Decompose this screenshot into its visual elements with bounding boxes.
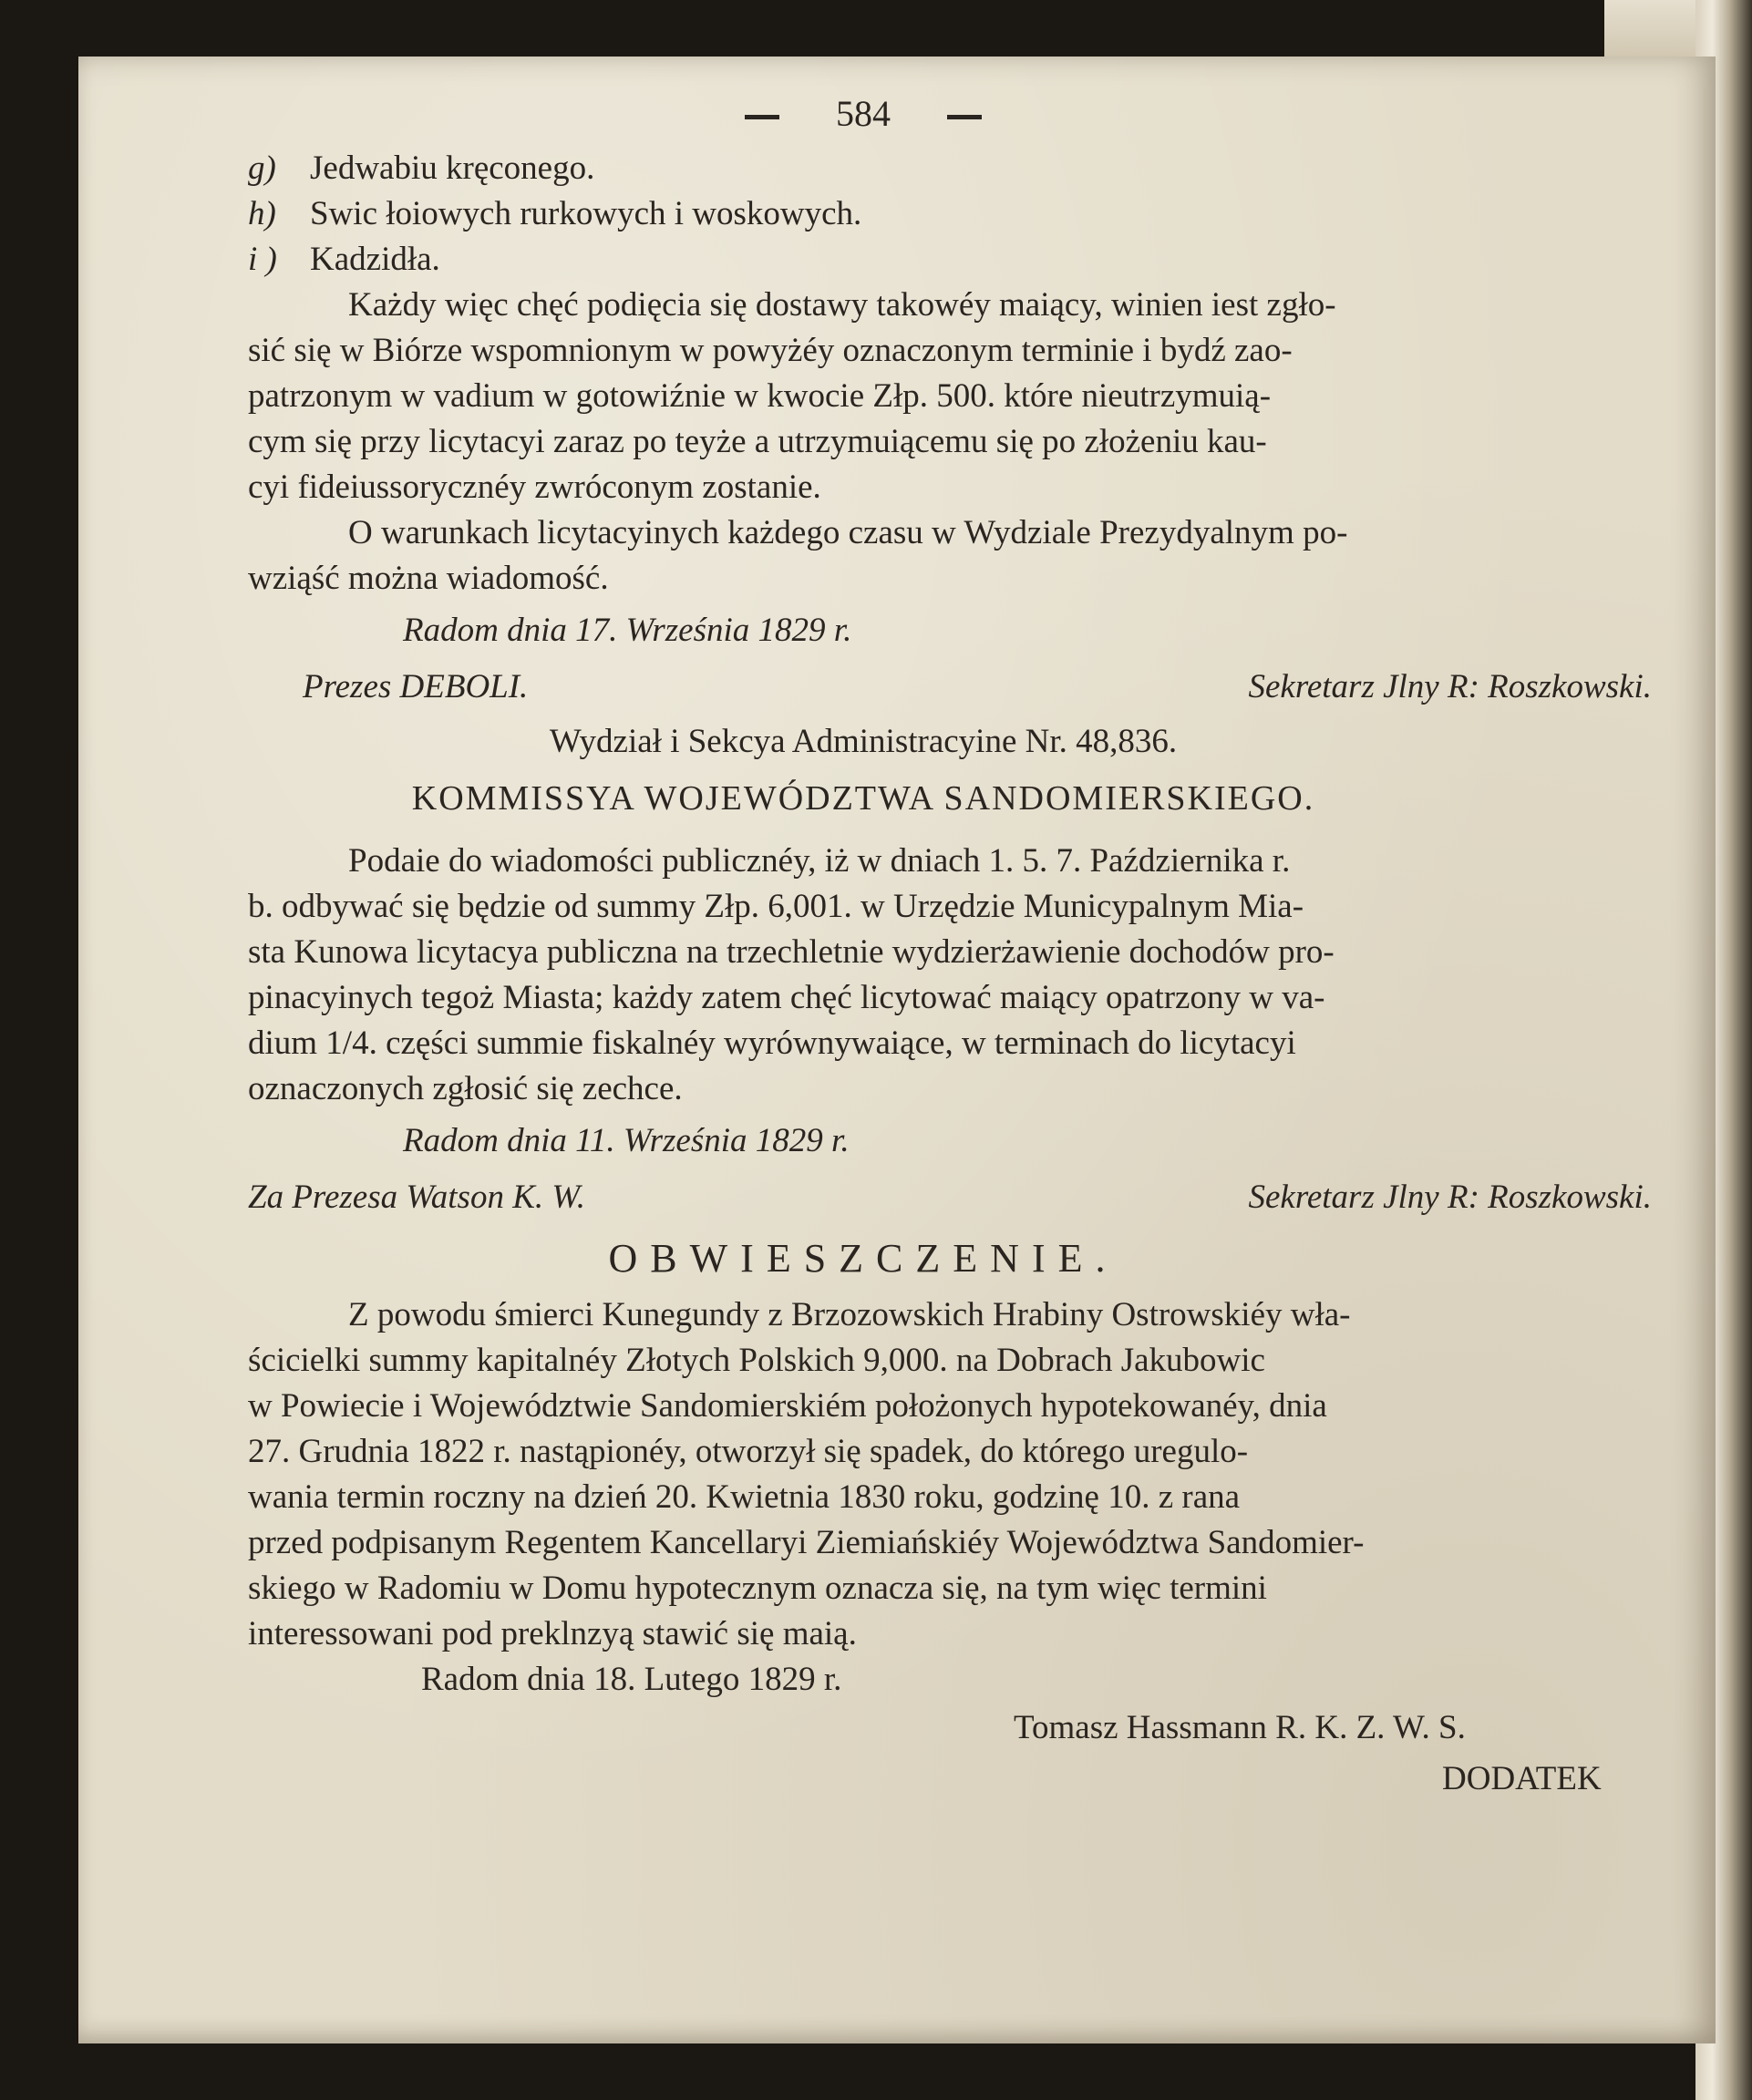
header-dash-left: [745, 115, 779, 119]
paragraph-line: 27. Grudnia 1822 r. nastąpionéy, otworzył się spadek, do którego uregulo-: [248, 1433, 1249, 1470]
paragraph-line: skiego w Radomiu w Domu hypotecznym oznacza się, na tym więc termini: [248, 1570, 1267, 1607]
paragraph-line: O warunkach licytacyinych każdego czasu w Wydziale Prezydyalnym po-: [348, 514, 1348, 551]
list-item-text: Kadzidła.: [310, 241, 440, 278]
paragraph-line: cym się przy licytacyi zaraz po teyże a utrzymuiącemu się po złożeniu kau-: [248, 423, 1267, 460]
page-header: [248, 82, 1479, 146]
paragraph-line: Z powodu śmierci Kunegundy z Brzozowskich Hrabiny Ostrowskiéy wła-: [348, 1296, 1351, 1333]
paragraph-line: przed podpisanym Regentem Kancellaryi Ziemiańskiéy Województwa Sandomier-: [248, 1524, 1365, 1561]
paragraph-line: interessowani pod preklnzyą stawić się maią.: [248, 1615, 857, 1652]
notice-1: [248, 283, 1703, 715]
signature: Tomasz Hassmann R. K. Z. W. S.: [1014, 1709, 1466, 1746]
notice-2: [248, 715, 1703, 1225]
list-item: [248, 237, 1703, 283]
signature-row: [248, 660, 1652, 715]
department-line: Wydział i Sekcya Administracyine Nr. 48,836.: [549, 723, 1178, 760]
paragraph-line: w Powiecie i Województwie Sandomierskiém położonych hypotekowanéy, dnia: [248, 1387, 1327, 1425]
signature-left: Prezes DEBOLI.: [303, 668, 529, 705]
addendum-catchword: DODATEK: [1442, 1760, 1602, 1797]
list-item: [248, 191, 1703, 237]
paragraph-line: dium 1/4. części summie fiskalnéy wyrównywaiące, w terminach do licytacyi: [248, 1024, 1296, 1062]
list-item-mark: g): [248, 149, 276, 187]
list-item-mark: h): [248, 195, 276, 232]
paragraph-line: sić się w Biórze wspomnionym w powyżéy oznaczonym terminie i bydź zao-: [248, 332, 1293, 369]
paragraph-line: patrzonym w vadium w gotowiźnie w kwocie Złp. 500. które nieutrzymuią-: [248, 377, 1272, 415]
signature-right: Sekretarz Jlny R: Roszkowski.: [1248, 1179, 1652, 1216]
paragraph-line: Podaie do wiadomości publicznéy, iż w dniach 1. 5. 7. Października r.: [348, 842, 1291, 880]
page-number: 584: [836, 93, 891, 134]
list-item-mark: i ): [248, 241, 277, 278]
list-item-text: Swic łoiowych rurkowych i woskowych.: [310, 195, 862, 232]
notice-3: [248, 1225, 1703, 1805]
paragraph-line: ścicielki summy kapitalnéy Złotych Polskich 9,000. na Dobrach Jakubowic: [248, 1342, 1265, 1379]
announcement-heading: OBWIESZCZENIE.: [608, 1236, 1118, 1281]
signature-right: Sekretarz Jlny R: Roszkowski.: [1248, 668, 1652, 705]
list-item-text: Jedwabiu kręconego.: [310, 149, 595, 187]
notice-date: Radom dnia 18. Lutego 1829 r.: [421, 1661, 842, 1698]
paragraph-line: wziąść można wiadomość.: [248, 560, 609, 597]
paragraph-line: Każdy więc chęć podięcia się dostawy takowéy maiący, winien iest zgło-: [348, 286, 1336, 324]
header-dash-right: [947, 115, 982, 119]
notice-date: Radom dnia 17. Września 1829 r.: [403, 612, 852, 649]
signature-row: [248, 1170, 1652, 1225]
paragraph-line: wania termin roczny na dzień 20. Kwietnia 1830 roku, godzinę 10. z rana: [248, 1478, 1241, 1516]
signature-left: Za Prezesa Watson K. W.: [248, 1179, 586, 1216]
notice-date: Radom dnia 11. Września 1829 r.: [403, 1122, 850, 1159]
paragraph-line: oznaczonych zgłosić się zechce.: [248, 1070, 683, 1107]
paragraph-line: cyi fideiussorycznéy zwróconym zostanie.: [248, 468, 821, 506]
paragraph-line: sta Kunowa licytacya publiczna na trzechletnie wydzierżawienie dochodów pro-: [248, 933, 1335, 971]
list-item: [248, 146, 1703, 191]
commission-heading: KOMMISSYA WOJEWÓDZTWA SANDOMIERSKIEGO.: [411, 779, 1315, 818]
paragraph-line: pinacyinych tegoż Miasta; każdy zatem chęć licytować maiący opatrzony w va-: [248, 979, 1325, 1016]
paragraph-line: b. odbywać się będzie od summy Złp. 6,001. w Urzędzie Municypalnym Mia-: [248, 888, 1304, 925]
page-content: [248, 82, 1703, 1805]
